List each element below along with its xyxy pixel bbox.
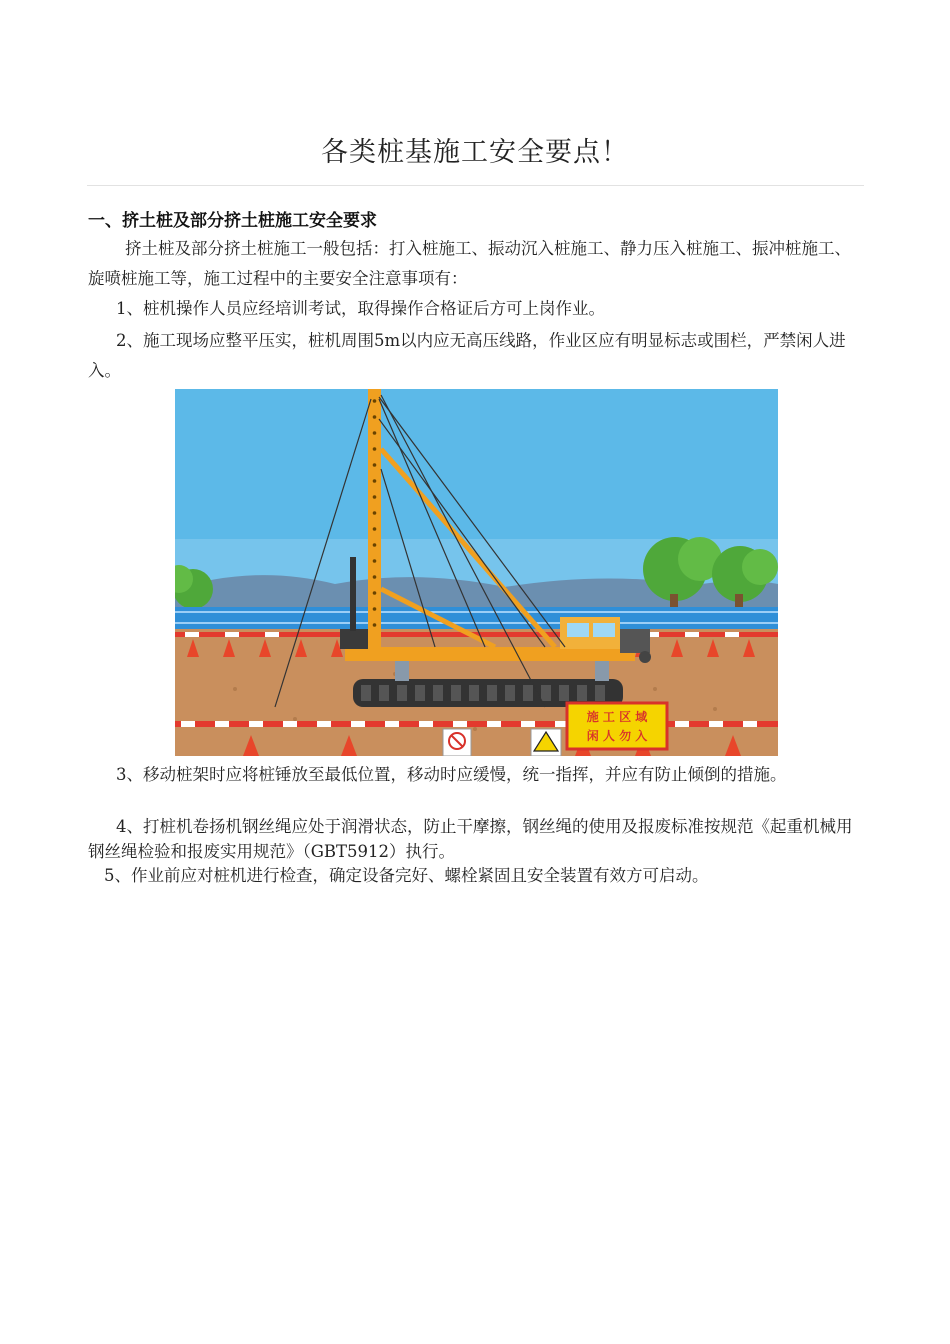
pile-driver-illustration bbox=[175, 389, 778, 756]
front-barrier bbox=[175, 721, 778, 727]
pile-hammer bbox=[340, 629, 368, 649]
section-heading: 一、挤土桩及部分挤土桩施工安全要求 bbox=[88, 211, 377, 231]
list-item: 5、作业前应对桩机进行检查，确定设备完好、螺栓紧固且安全装置有效方可启动。 bbox=[104, 866, 709, 885]
restricted-area-sign bbox=[567, 703, 667, 749]
list-item: 1、桩机操作人员应经培训考试，取得操作合格证后方可上岗作业。 bbox=[116, 299, 605, 318]
page-title: 各类桩基施工安全要点！ bbox=[321, 137, 629, 168]
intro-paragraph: 挤土桩及部分挤土桩施工一般包括：打入桩施工、振动沉入桩施工、静力压入桩施工、振冲桩施工、旋喷桩施工等，施工过程中的主要安全注意事项有： bbox=[88, 239, 851, 288]
list-item: 2、施工现场应整平压实，桩机周围5m以内应无高压线路，作业区应有明显标志或围栏，严禁闲人进入。 bbox=[88, 331, 846, 380]
svg-text:闲 人 勿 入: 闲 人 勿 入 bbox=[586, 729, 648, 743]
svg-text:施 工 区 域: 施 工 区 域 bbox=[586, 710, 648, 724]
warning-sign bbox=[531, 729, 561, 756]
machine-chassis bbox=[345, 647, 635, 661]
list-item: 3、移动桩架时应将桩锤放至最低位置，移动时应缓慢，统一指挥，并应有防止倾倒的措施。 bbox=[116, 765, 787, 784]
list-item: 4、打桩机卷扬机钢丝绳应处于润滑状态，防止干摩擦，钢丝绳的使用及报废标准按规范《起重机械用钢丝绳检验和报废实用规范》（GBT5912）执行。 bbox=[88, 817, 853, 861]
title-divider bbox=[87, 185, 864, 186]
prohibition-sign bbox=[443, 729, 471, 756]
